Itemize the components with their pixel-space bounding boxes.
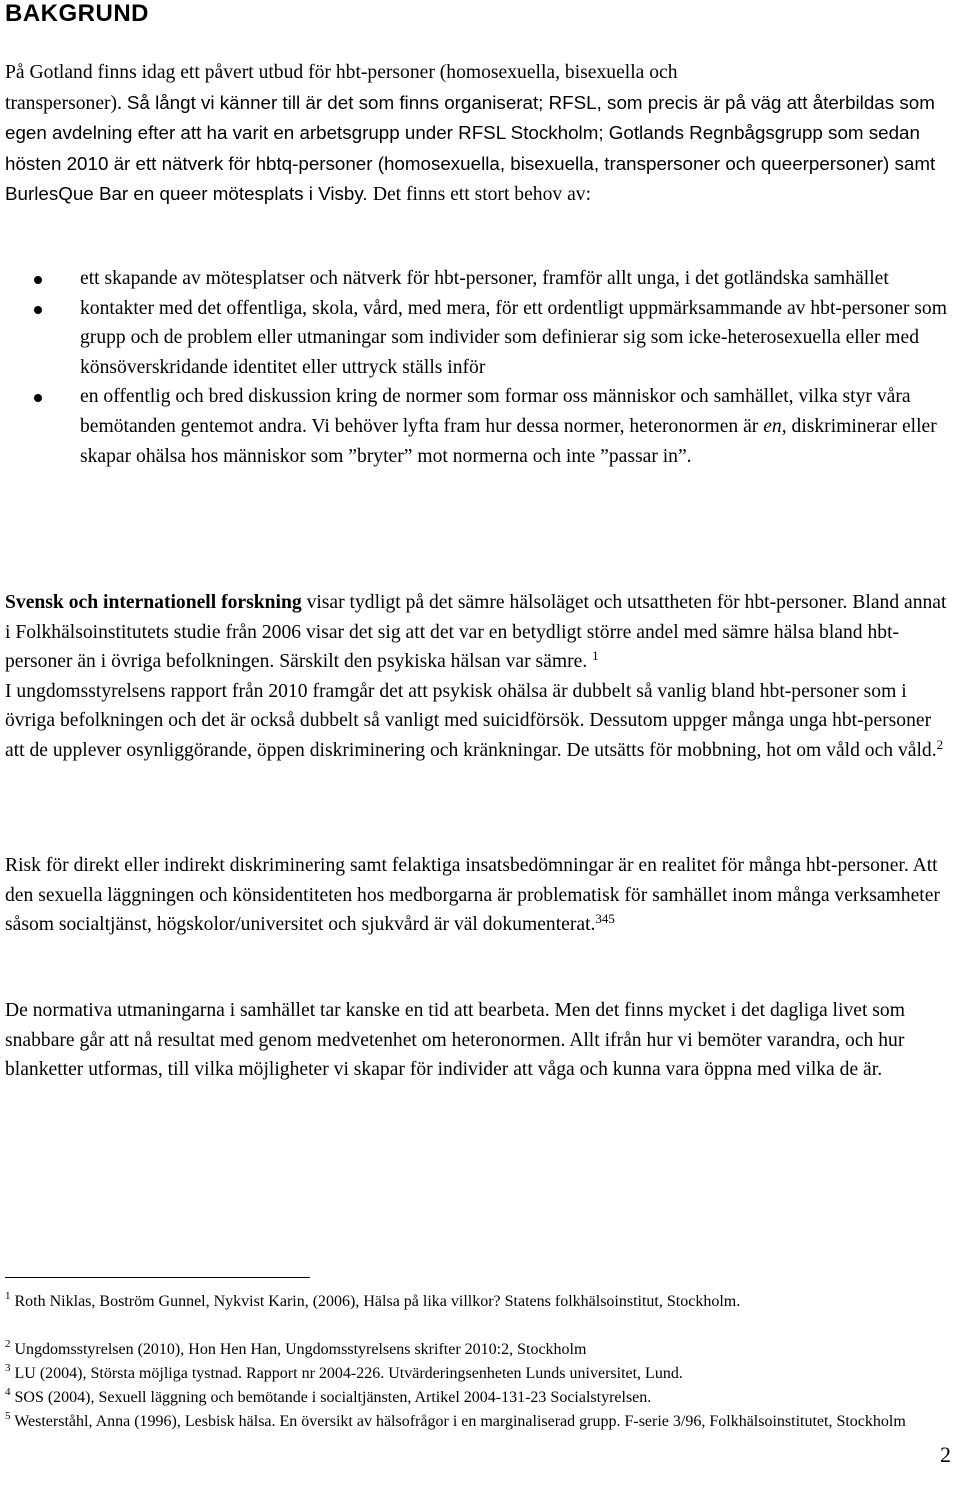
footnote-5 xyxy=(5,1410,955,1434)
risk-paragraph xyxy=(5,851,955,940)
risk-text: Risk för direkt eller indirekt diskriminering samt felaktiga insatsbedömningar är en realitet för många hbt-personer. Att den sexuella läggningen och könsidentiteten hos medborgarna är problematisk för samhället inom många verksamheter såsom socialtjänst, högskolor/universitet och sjukvård är väl dokumenterat. xyxy=(5,855,940,936)
footnote-text: SOS (2004), Sexuell läggning och bemötande i socialtjänsten, Artikel 2004-131-23 Socialstyrelsen. xyxy=(10,1389,652,1406)
footnote-ref-2: 2 xyxy=(936,736,944,752)
footnote-3 xyxy=(5,1362,955,1386)
research-paragraph xyxy=(5,588,955,766)
footnote-ref-1: 1 xyxy=(592,648,599,664)
intro-paragraph xyxy=(5,58,955,210)
list-item xyxy=(5,264,955,294)
research-bold-lead: Svensk och internationell forskning xyxy=(5,592,302,613)
footnote-text: Westerståhl, Anna (1996), Lesbisk hälsa. En översikt av hälsofrågor i en marginaliserad grupp. F-serie 3/96, Folkhälsoinstitutet, Stockholm xyxy=(10,1413,906,1430)
section-heading: BAKGRUND xyxy=(5,0,149,27)
intro-line1: På Gotland finns idag ett påvert utbud för hbt-personer (homosexuella, bisexuella och xyxy=(5,62,678,83)
footnote-number: 5 xyxy=(5,1410,11,1422)
footnote-number: 3 xyxy=(5,1362,11,1374)
footnote-ref-345: 345 xyxy=(595,911,615,927)
footnote-2 xyxy=(5,1338,955,1362)
intro-need: Det finns ett stort behov av: xyxy=(372,184,592,206)
list-item-text: en offentlig och bred diskussion kring de normer som formar oss människor och samhället, vilka styr våra bemötanden gentemot andra. Vi behöver lyfta fram hur dessa normer, heteronormen är xyxy=(80,386,911,437)
bullet-icon xyxy=(34,306,42,314)
normative-paragraph: De normativa utmaningarna i samhället tar kanske en tid att bearbeta. Men det finns mycket i det dagliga livet som snabbare går att nå resultat med genom medvetenhet om heteronormen. Allt ifrån hur vi bemöter varandra, och hur blanketter utformas, till vilka möjligheter vi skapar för individer att våga och kunna vara öppna med vilka de är. xyxy=(5,1000,905,1081)
research-text-2: I ungdomsstyrelsens rapport från 2010 framgår det att psykisk ohälsa är dubbelt så vanlig bland hbt-personer som i övriga befolkningen och det är också dubbelt så vanligt med suicidförsök. Dessutom uppger många unga hbt-personer att de upplever osynliggörande, öppen diskriminering och kränkningar. De utsätts för mobbning, hot om våld och våld. xyxy=(5,680,937,761)
list-item xyxy=(5,294,955,383)
footnote-4 xyxy=(5,1386,955,1410)
list-item-text: , diskriminerar eller skapar ohälsa hos människor som ”bryter” mot normerna och inte ”passar in”. xyxy=(80,415,937,467)
list-item-text: kontakter med det offentliga, skola, vård, med mera, för ett ordentligt uppmärksammande av hbt-personer som grupp och de problem eller utmaningar som individer som definierar sig som icke-heterosexuella eller med könsöverskridande identitet eller uttryck ställs inför xyxy=(80,297,947,378)
page-number: 2 xyxy=(940,1442,951,1467)
bullet-icon xyxy=(34,276,42,284)
footnote-number: 2 xyxy=(5,1338,11,1350)
footnote-number: 4 xyxy=(5,1386,11,1398)
footnote-text: LU (2004), Största möjliga tystnad. Rapport nr 2004-226. Utvärderingsenheten Lunds universitet, Lund. xyxy=(10,1365,683,1382)
intro-organisations: Så långt vi känner till är det som finns organiserat; RFSL, som precis är på väg att återbildas som egen avdelning efter att ha varit en arbetsgrupp under RFSL Stockholm; Gotlands Regnbågsgrupp som sedan hösten 2010 är ett nätverk för hbtq-personer (homosexuella, bisexuella, transpersoner och queerpersoner) samt BurlesQue Bar en queer mötesplats i Visby. xyxy=(5,91,936,205)
bullet-icon xyxy=(34,394,42,402)
footnote-1 xyxy=(5,1290,955,1314)
needs-list xyxy=(5,264,955,471)
research-text-1: visar tydligt på det sämre hälsoläget och utsattheten för hbt-personer. Bland annat i Folkhälsoinstitutets studie från 2006 visar det sig att det var en betydligt större andel med sämre hälsa bland hbt-personer än i övriga befolkningen. Särskilt den psykiska hälsan var sämre. xyxy=(5,592,947,673)
footnote-text: Ungdomsstyrelsen (2010), Hon Hen Han, Ungdomsstyrelsens skrifter 2010:2, Stockholm xyxy=(10,1341,587,1358)
emphasis-text: en xyxy=(763,415,782,437)
footnote-number: 1 xyxy=(5,1290,11,1302)
list-item-text: ett skapande av mötesplatser och nätverk för hbt-personer, framför allt unga, i det gotländska samhället xyxy=(80,268,889,289)
list-item xyxy=(5,382,955,471)
footnote-text: Roth Niklas, Boström Gunnel, Nykvist Karin, (2006), Hälsa på lika villkor? Statens folkhälsoinstitut, Stockholm. xyxy=(10,1293,741,1310)
footnote-separator xyxy=(5,1277,310,1278)
intro-line2a: transpersoner). xyxy=(5,92,127,114)
